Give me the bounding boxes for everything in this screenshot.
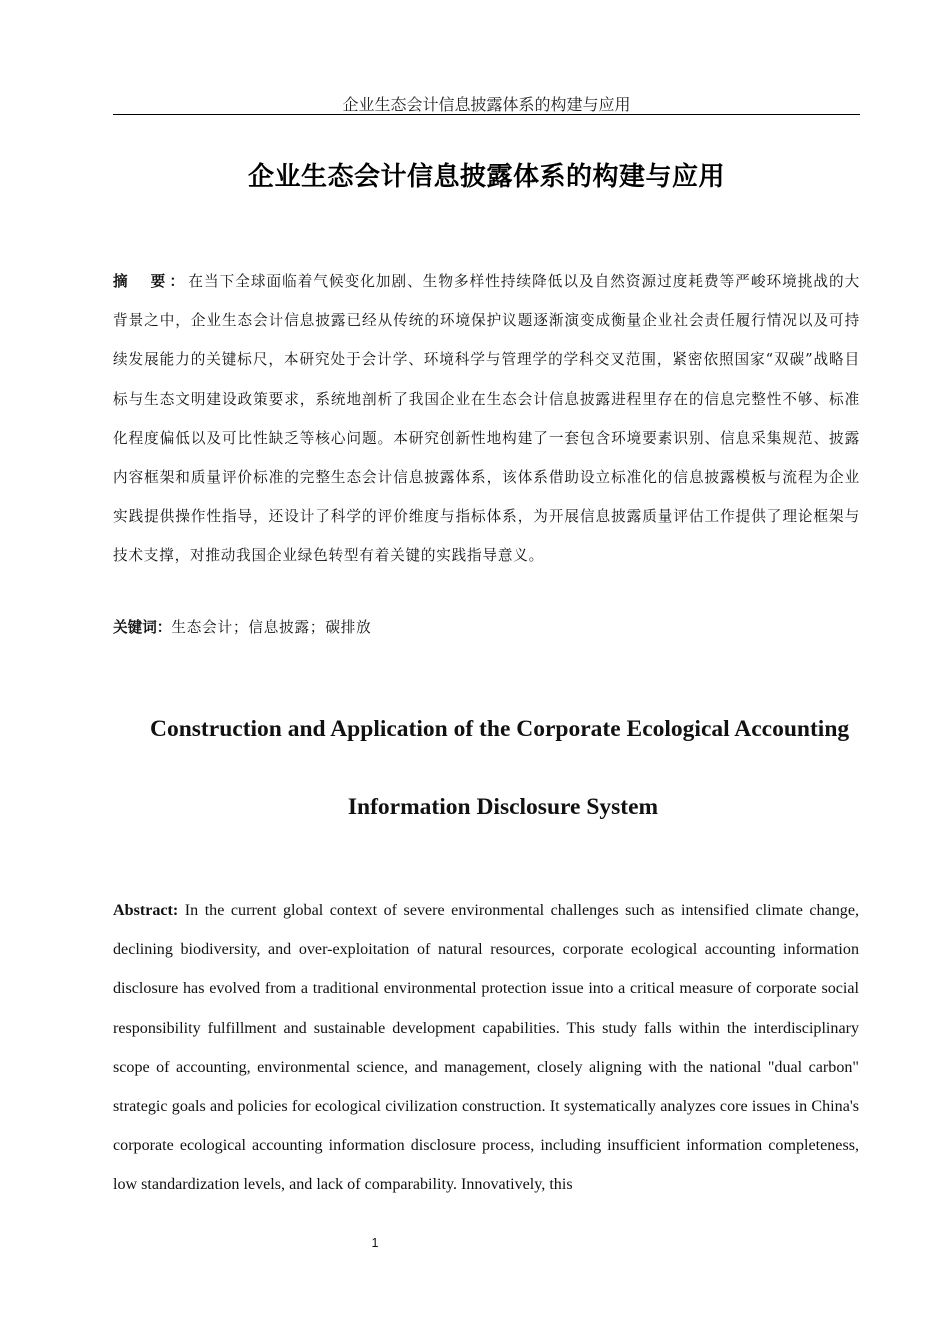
abstract-en <box>113 891 859 1205</box>
abstract-en-label: Abstract: <box>113 902 179 919</box>
abstract-cn-text: 在当下全球面临着气候变化加剧、生物多样性持续降低以及自然资源过度耗费等严峻环境挑战的大背景之中，企业生态会计信息披露已经从传统的环境保护议题逐渐演变成衡量企业社会责任履行情况以及可持续发展能力的关键标尺，本研究处于会计学、环境科学与管理学的学科交叉范围，紧密依照国家“双碳”战略目标与生态文明建设政策要求，系统地剖析了我国企业在生态会计信息披露进程里存在的信息完整性不够、标准化程度偏低以及可比性缺乏等核心问题。本研究创新性地构建了一套包含环境要素识别、信息采集规范、披露内容框架和质量评价标准的完整生态会计信息披露体系，该体系借助设立标准化的信息披露模板与流程为企业实践提供操作性指导，还设计了科学的评价维度与指标体系，为开展信息披露质量评估工作提供了理论框架与技术支撑，对推动我国企业绿色转型有着关键的实践指导意义。 <box>113 273 860 565</box>
paper-title-en-line2: Information Disclosure System <box>347 794 659 820</box>
paper-title-en-line1: Construction and Application of the Corporate Ecological Accounting <box>150 716 850 742</box>
running-header: 企业生态会计信息披露体系的构建与应用 <box>342 95 631 114</box>
abstract-cn <box>113 262 860 576</box>
paper-title-cn: 企业生态会计信息披露体系的构建与应用 <box>247 162 725 192</box>
keywords-cn <box>113 612 860 644</box>
paper-title-en <box>113 690 873 846</box>
header-divider <box>113 114 860 115</box>
page-number: 1 <box>371 1236 379 1250</box>
abstract-en-text: In the current global context of severe environmental challenges such as intensified climate change, declining biodiversity, and over-exploitation of natural resources, corporate ecological accounting information disclosure has evolved from a traditional environmental protection issue into a critical measure of corporate social responsibility fulfillment and sustainable development capabilities. This study falls within the interdisciplinary scope of accounting, environmental science, and management, closely aligning with the national "dual carbon" strategic goals and policies for ecological civilization construction. It systematically analyzes core issues in China's corporate ecological accounting information disclosure process, including insufficient information completeness, low standardization levels, and lack of comparability. Innovatively, this <box>113 902 859 1194</box>
keywords-cn-label: 关键词： <box>113 619 172 636</box>
keywords-cn-text: 生态会计；信息披露；碳排放 <box>171 619 372 636</box>
abstract-cn-label: 摘 要： <box>113 273 189 290</box>
